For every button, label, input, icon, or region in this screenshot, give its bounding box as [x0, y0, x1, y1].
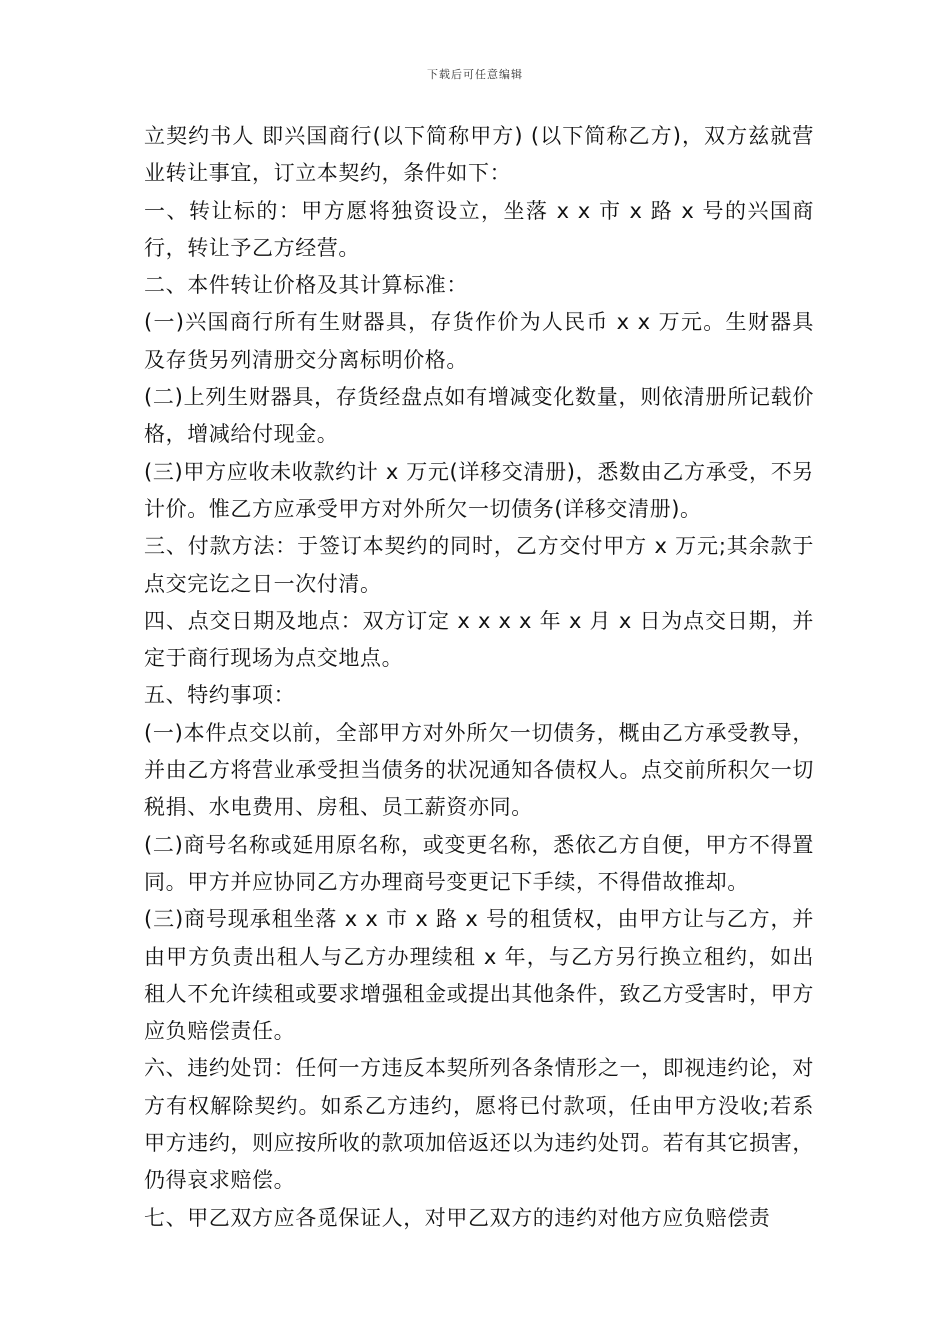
paragraph-clause-2-item-1: (一)兴国商行所有生财器具，存货作价为人民币 x x 万元。生财器具及存货另列清册交分离标明价格。 [144, 310, 814, 372]
contract-body [144, 118, 814, 1237]
page-header-note: 下载后可任意编辑 [427, 68, 523, 81]
paragraph-clause-5-item-3: (三)商号现承租坐落 x x 市 x 路 x 号的租赁权，由甲方让与乙方，并由甲方负责出租人与乙方办理续租 x 年，与乙方另行换立租约，如出租人不允许续租或要求增强租金或提出其他条件，致乙方受害时，甲方应负赔偿责任。 [144, 907, 814, 1044]
paragraph-clause-2-heading: 二、本件转让价格及其计算标准： [144, 273, 468, 298]
paragraph-clause-4: 四、点交日期及地点：双方订定 x x x x 年 x 月 x 日为点交日期，并定于商行现场为点交地点。 [144, 608, 814, 671]
paragraph-clause-5-item-1: (一)本件点交以前，全部甲方对外所欠一切债务，概由乙方承受教导，并由乙方将营业承受担当债务的状况通知各债权人。点交前所积欠一切税捐、水电费用、房租、员工薪资亦同。 [144, 720, 814, 820]
paragraph-clause-2-item-3: (三)甲方应收未收款约计 x 万元(详移交清册)，悉数由乙方承受，不另计价。惟乙方应承受甲方对外所欠一切债务(详移交清册)。 [144, 459, 814, 521]
paragraph-clause-7: 七、甲乙双方应各觅保证人，对甲乙双方的违约对他方应负赔偿责 [144, 1205, 771, 1230]
paragraph-clause-3: 三、付款方法：于签订本契约的同时，乙方交付甲方 x 万元;其余款于点交完讫之日一次付清。 [144, 534, 814, 596]
paragraph-clause-6: 六、违约处罚：任何一方违反本契所列各条情形之一，即视违约论，对方有权解除契约。如系乙方违约，愿将已付款项，任由甲方没收;若系甲方违约，则应按所收的款项加倍返还以为违约处罚。若有其它损害，仍得哀求赔偿。 [144, 1056, 814, 1193]
paragraph-clause-1: 一、转让标的：甲方愿将独资设立，坐落 x x 市 x 路 x 号的兴国商行，转让予乙方经营。 [144, 198, 814, 260]
paragraph-clause-2-item-2: (二)上列生财器具，存货经盘点如有增减变化数量，则依清册所记载价格，增减给付现金。 [144, 385, 814, 447]
paragraph-clause-5-item-2: (二)商号名称或延用原名称，或变更名称，悉依乙方自便，甲方不得置同。甲方并应协同乙方办理商号变更记下手续，不得借故推却。 [144, 832, 814, 894]
paragraph-clause-5-heading: 五、特约事项： [144, 683, 296, 708]
paragraph-preamble: 立契约书人 即兴国商行(以下简称甲方) (以下简称乙方)，双方兹就营业转让事宜，订立本契约，条件如下： [144, 124, 814, 186]
